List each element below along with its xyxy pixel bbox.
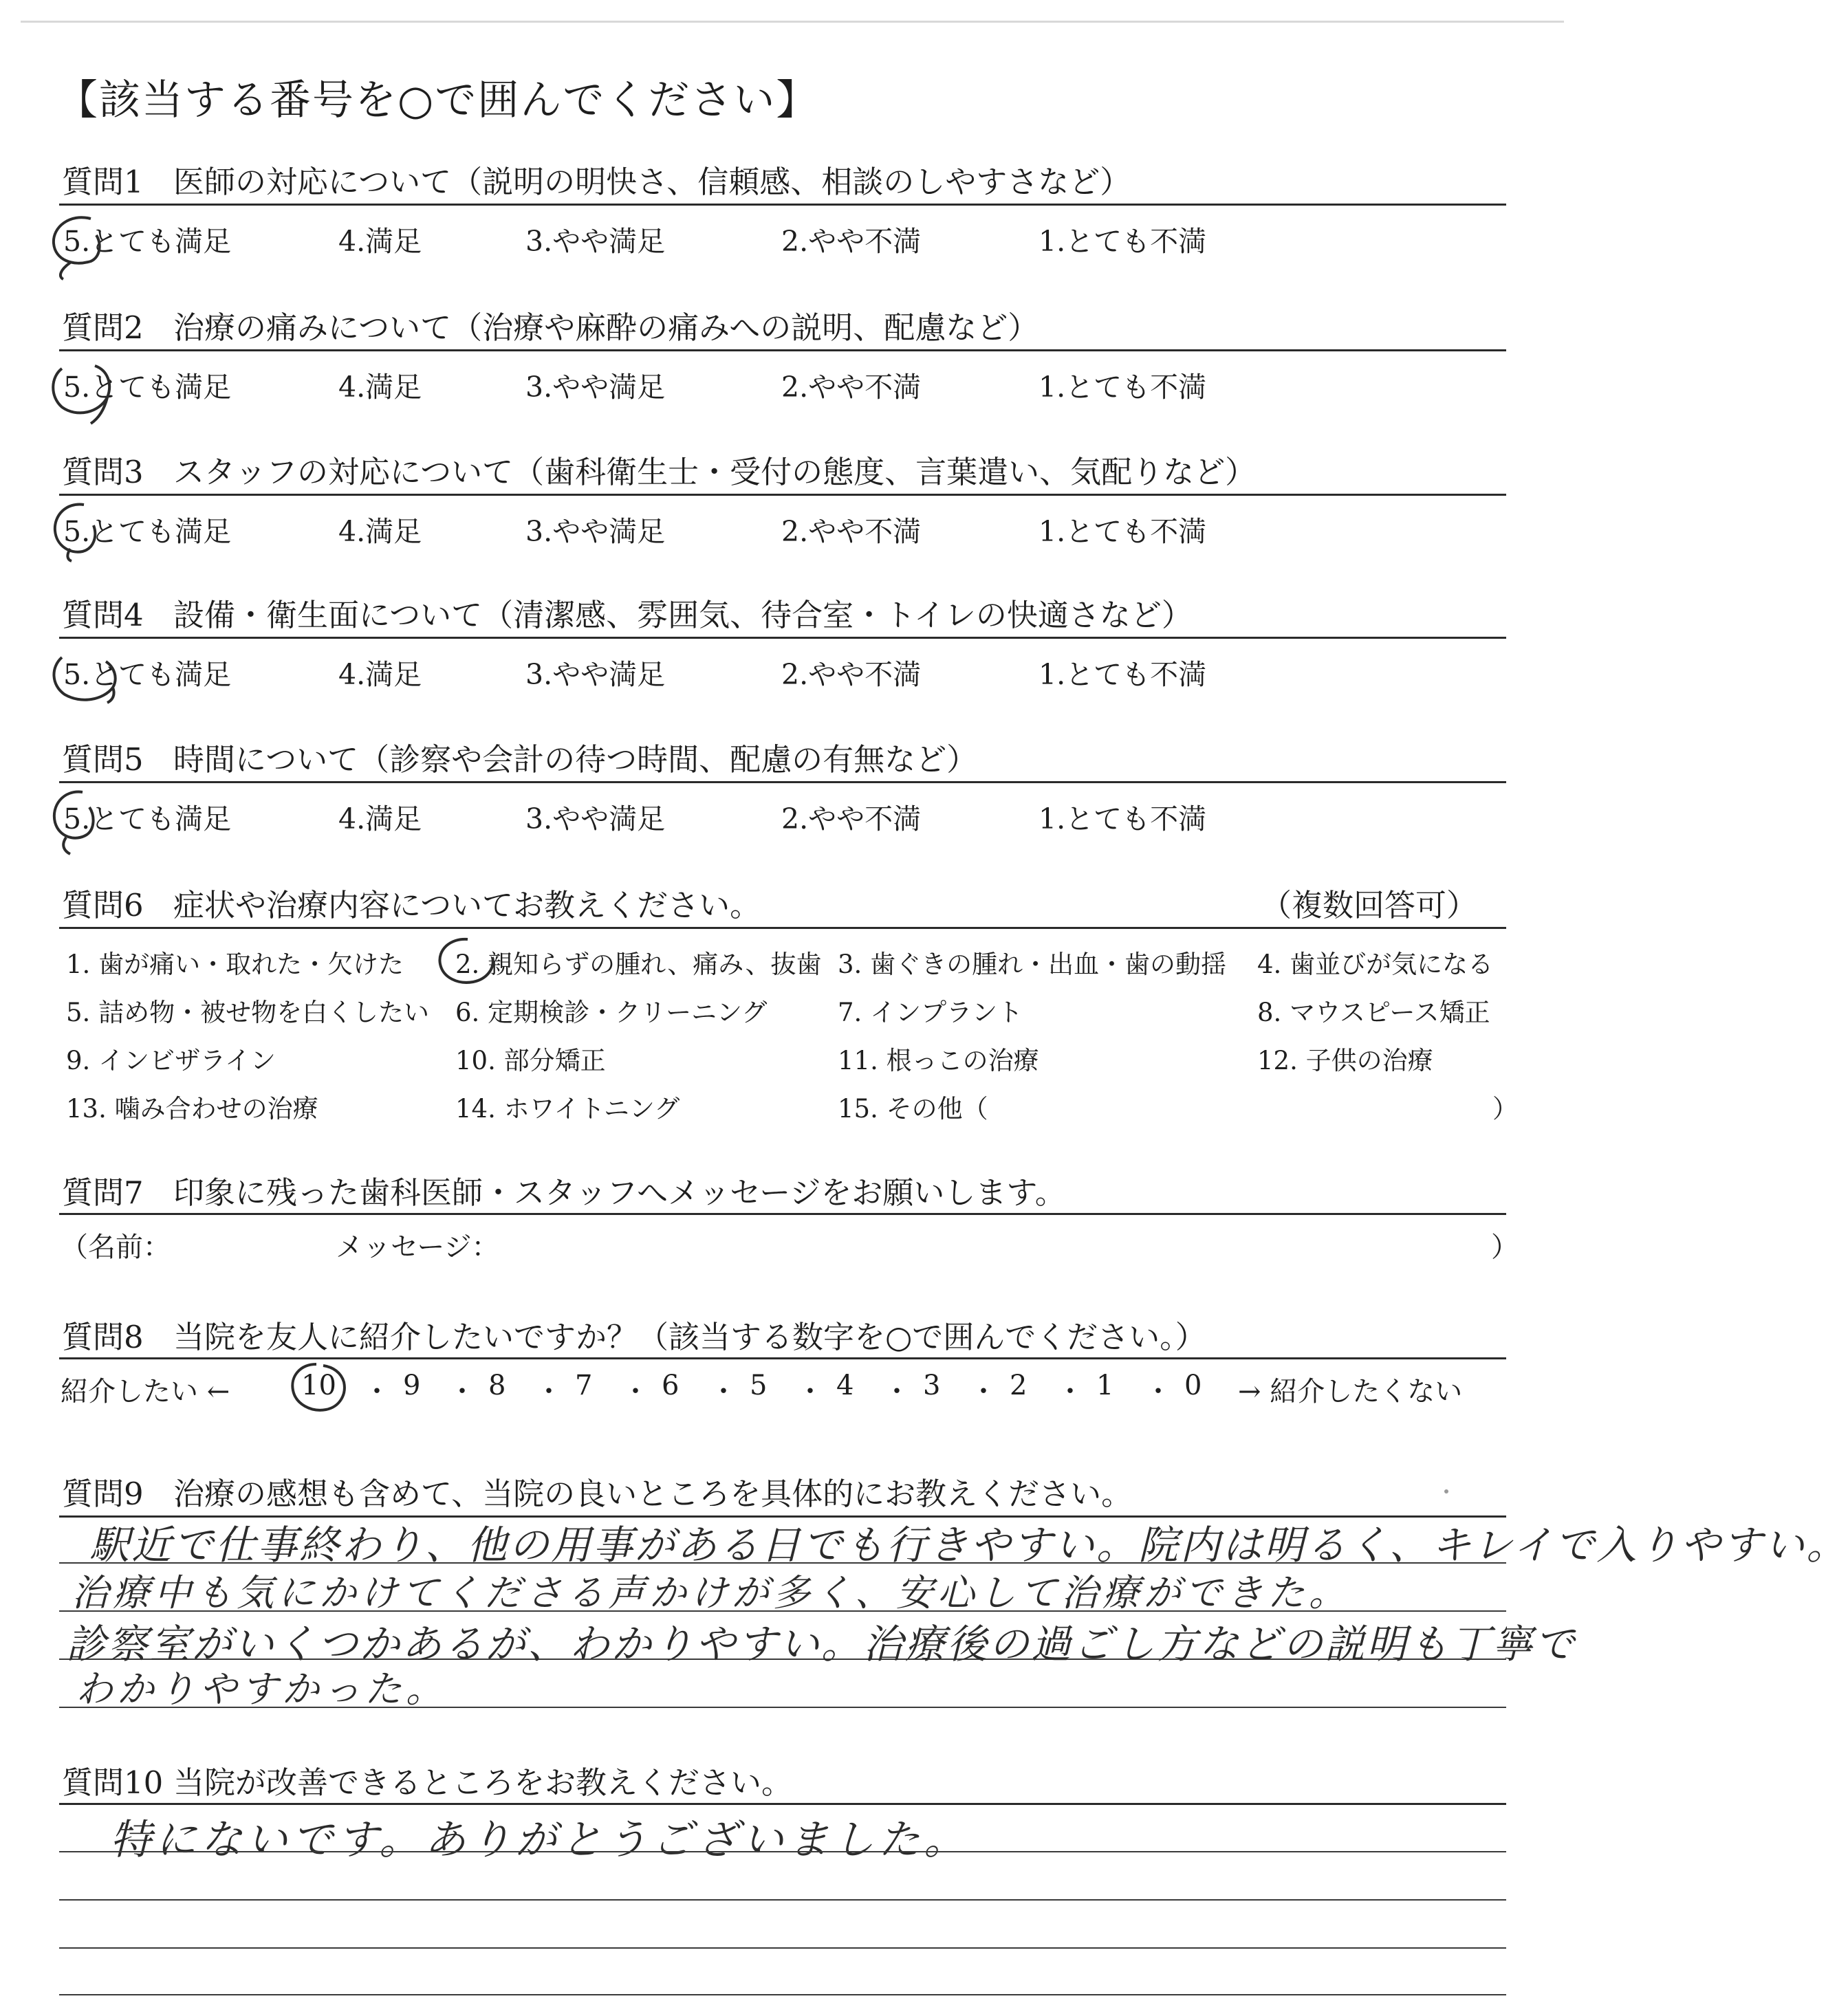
question-number: 質問4 <box>62 597 144 633</box>
symptom-option-12[interactable]: 12. 子供の治療 <box>1257 1046 1433 1075</box>
question-text: 症状や治療内容についてお教えください。 <box>173 887 761 923</box>
question-4-heading <box>62 590 1506 635</box>
question-text: 治療の痛みについて（治療や麻酔の痛みへの説明、配慮など） <box>173 309 1039 346</box>
question-number: 質問6 <box>62 887 144 923</box>
symptom-option-4[interactable]: 4. 歯並びが気になる <box>1257 950 1494 979</box>
scale-separator: ・ <box>1056 1376 1084 1408</box>
handwritten-answer-line: 治療中も気にかけてくださる声かけが多く、安心して治療ができた。 <box>72 1571 1350 1615</box>
question-text: 当院が改善できるところをお教えください。 <box>173 1764 793 1801</box>
question-6-heading <box>62 880 1506 925</box>
handwritten-answer-line: 特にないです。ありがとうございました。 <box>110 1816 970 1864</box>
scale-separator: ・ <box>448 1376 476 1408</box>
question-text: スタッフの対応について（歯科衛生士・受付の態度、言葉遣い、気配りなど） <box>173 454 1257 490</box>
scale-option-9[interactable]: 9 <box>403 1370 421 1401</box>
question-text: 時間について（診察や会計の待つ時間、配慮の有無など） <box>173 741 978 778</box>
rating-option-2[interactable]: 2.やや不満 <box>781 802 922 835</box>
question-text: 印象に残った歯科医師・スタッフへメッセージをお願いします。 <box>173 1174 1066 1211</box>
handwritten-answer-line: 診察室がいくつかあるが、わかりやすい。治療後の過ごし方などの説明も丁寧で <box>66 1621 1577 1667</box>
question-text: 設備・衛生面について（清潔感、雰囲気、待合室・トイレの快適さなど） <box>173 597 1193 633</box>
question-10-rule <box>59 1803 1506 1805</box>
writing-line <box>59 1899 1506 1901</box>
scale-option-7[interactable]: 7 <box>575 1370 593 1401</box>
symptom-option-1[interactable]: 1. 歯が痛い・取れた・欠けた <box>66 950 404 979</box>
page-title: 【該当する番号を○で囲んでください】 <box>56 76 819 124</box>
rating-option-4[interactable]: 4.満足 <box>338 225 422 258</box>
stray-mark <box>1444 1489 1448 1493</box>
scale-option-3[interactable]: 3 <box>923 1370 941 1401</box>
symptom-option-6[interactable]: 6. 定期検診・クリーニング <box>455 998 768 1027</box>
rating-option-2[interactable]: 2.やや不満 <box>781 371 922 404</box>
question-number: 質問7 <box>62 1174 144 1211</box>
symptom-option-15[interactable]: 15. その他（ <box>838 1094 988 1124</box>
question-2-heading <box>62 303 1506 347</box>
symptom-option-5[interactable]: 5. 詰め物・被せ物を白くしたい <box>66 998 430 1027</box>
rating-option-5[interactable]: 5.とても満足 <box>63 225 232 258</box>
scale-option-6[interactable]: 6 <box>662 1370 680 1401</box>
question-1-heading <box>62 157 1506 201</box>
symptom-option-9[interactable]: 9. インビザライン <box>66 1046 276 1075</box>
question-number: 質問2 <box>62 309 144 346</box>
question-8-rule <box>59 1357 1506 1359</box>
symptom-option-3[interactable]: 3. 歯ぐきの腫れ・出血・歯の動揺 <box>838 950 1227 979</box>
question-9-heading <box>62 1469 1506 1513</box>
writing-line <box>59 1851 1506 1852</box>
handwritten-answer-line: 駅近で仕事終わり、他の用事がある日でも行きやすい。院内は明るく、キレイで入りやすい。 <box>89 1522 1848 1568</box>
rating-option-5[interactable]: 5.とても満足 <box>63 658 232 691</box>
scale-option-10[interactable]: 10 <box>301 1370 336 1401</box>
question-text: 当院を友人に紹介したいですか？（該当する数字を○で囲んでください。） <box>173 1319 1206 1355</box>
rating-option-3[interactable]: 3.やや満足 <box>525 225 666 258</box>
scale-option-8[interactable]: 8 <box>488 1370 506 1401</box>
question-number: 質問10 <box>62 1764 164 1801</box>
other-close-paren: ） <box>1492 1094 1518 1124</box>
rating-option-3[interactable]: 3.やや満足 <box>525 515 666 548</box>
question-number: 質問5 <box>62 741 144 778</box>
rating-option-4[interactable]: 4.満足 <box>338 371 422 404</box>
scale-separator: ・ <box>883 1376 911 1408</box>
scale-left-label: 紹介したい ← <box>61 1376 230 1408</box>
rating-option-5[interactable]: 5.とても満足 <box>63 802 232 835</box>
handwritten-answer-line: わかりやすかった。 <box>76 1667 447 1711</box>
question-number: 質問1 <box>62 164 144 200</box>
scale-option-4[interactable]: 4 <box>836 1370 854 1401</box>
symptom-option-11[interactable]: 11. 根っこの治療 <box>838 1046 1039 1075</box>
question-8-heading <box>62 1312 1506 1357</box>
symptom-option-2[interactable]: 2. 親知らずの腫れ、痛み、抜歯 <box>455 950 822 979</box>
symptom-option-13[interactable]: 13. 噛み合わせの治療 <box>66 1094 318 1124</box>
question-4-rule <box>59 637 1506 639</box>
scale-separator: ・ <box>970 1376 997 1408</box>
symptom-option-7[interactable]: 7. インプラント <box>838 998 1023 1027</box>
question-2-rule <box>59 349 1506 351</box>
question-text: 治療の感想も含めて、当院の良いところを具体的にお教えください。 <box>173 1476 1133 1512</box>
rating-option-4[interactable]: 4.満足 <box>338 802 422 835</box>
writing-line <box>59 1994 1506 1995</box>
rating-option-2[interactable]: 2.やや不満 <box>781 225 922 258</box>
rating-option-3[interactable]: 3.やや満足 <box>525 371 666 404</box>
scale-separator: ・ <box>363 1376 391 1408</box>
scale-separator: ・ <box>796 1376 824 1408</box>
rating-option-3[interactable]: 3.やや満足 <box>525 802 666 835</box>
scale-option-5[interactable]: 5 <box>750 1370 768 1401</box>
symptom-option-10[interactable]: 10. 部分矯正 <box>455 1046 606 1075</box>
question-5-rule <box>59 781 1506 783</box>
message-close-paren: ） <box>1491 1232 1519 1263</box>
symptom-option-14[interactable]: 14. ホワイトニング <box>455 1094 680 1124</box>
question-3-heading <box>62 447 1506 492</box>
scale-option-0[interactable]: 0 <box>1184 1370 1202 1401</box>
question-number: 質問9 <box>62 1476 144 1512</box>
rating-option-1[interactable]: 1.とても不満 <box>1039 658 1207 691</box>
scale-separator: ・ <box>710 1376 737 1408</box>
name-label: （名前： <box>61 1232 171 1263</box>
rating-option-1[interactable]: 1.とても不満 <box>1039 225 1207 258</box>
page-top-rule <box>21 21 1564 23</box>
question-5-heading <box>62 734 1506 779</box>
scale-right-label: → 紹介したくない <box>1238 1376 1463 1408</box>
question-7-rule <box>59 1213 1506 1215</box>
question-text: 医師の対応について（説明の明快さ、信頼感、相談のしやすさなど） <box>173 164 1131 200</box>
writing-line <box>59 1947 1506 1949</box>
scale-separator: ・ <box>1144 1376 1172 1408</box>
scale-option-1[interactable]: 1 <box>1096 1370 1114 1401</box>
rating-option-1[interactable]: 1.とても不満 <box>1039 371 1207 404</box>
question-6-rule <box>59 927 1506 929</box>
rating-option-5[interactable]: 5.とても満足 <box>63 371 232 404</box>
question-1-rule <box>59 204 1506 206</box>
scale-separator: ・ <box>535 1376 563 1408</box>
scale-separator: ・ <box>622 1376 649 1408</box>
rating-option-3[interactable]: 3.やや満足 <box>525 658 666 691</box>
question-number: 質問8 <box>62 1319 144 1355</box>
question-7-heading <box>62 1168 1506 1212</box>
rating-option-4[interactable]: 4.満足 <box>338 515 422 548</box>
message-label: メッセージ： <box>336 1232 499 1263</box>
question-3-rule <box>59 494 1506 496</box>
rating-option-2[interactable]: 2.やや不満 <box>781 515 922 548</box>
rating-option-5[interactable]: 5.とても満足 <box>63 515 232 548</box>
rating-option-4[interactable]: 4.満足 <box>338 658 422 691</box>
rating-option-2[interactable]: 2.やや不満 <box>781 658 922 691</box>
symptom-option-8[interactable]: 8. マウスピース矯正 <box>1257 998 1490 1027</box>
scale-option-2[interactable]: 2 <box>1010 1370 1028 1401</box>
rating-option-1[interactable]: 1.とても不満 <box>1039 515 1207 548</box>
multiple-answer-note: （複数回答可） <box>1260 887 1477 923</box>
rating-option-1[interactable]: 1.とても不満 <box>1039 802 1207 835</box>
question-number: 質問3 <box>62 454 144 490</box>
question-10-heading <box>62 1758 1506 1802</box>
